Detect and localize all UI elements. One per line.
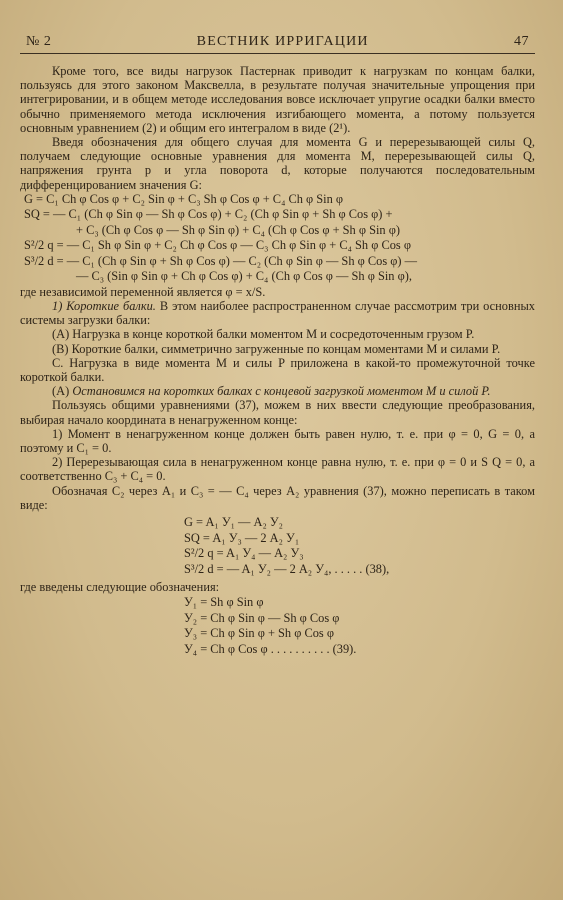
case-a-heading: Остановимся на коротких балках с концевой загрузкой моментом M и силой P. bbox=[72, 384, 491, 399]
case-a-description: (A) Нагрузка в конце короткой балки моментом M и сосредоточенным грузом P. bbox=[52, 327, 475, 342]
condition-2: 2) Перерезывающая сила в ненагруженном конце равна нулю, т. е. при φ = 0 и S Q = 0, а соответственно C₃ + C₄ = 0. bbox=[20, 455, 535, 484]
condition-1: 1) Момент в ненагруженном конце должен быть равен нулю, т. е. при φ = 0, G = 0, а поэтому и C₁ = 0. bbox=[20, 426, 535, 456]
equation-q: S²/2 q = — C₁ Sh φ Sin φ + C₂ Ch φ Cos φ — C₃ Ch φ Sin φ + C₄ Sh φ Cos φ bbox=[24, 238, 411, 253]
equation-g: G = C₁ Ch φ Cos φ + C₂ Sin φ + C₃ Sh φ Cos φ + C₄ Ch φ Sin φ bbox=[24, 191, 344, 206]
journal-title: ВЕСТНИК ИРРИГАЦИИ bbox=[196, 34, 369, 49]
equation-d-line-1: S³/2 d = — C₁ (Ch φ Sin φ + Sh φ Cos φ) — C₂ (Ch φ Sin φ — Sh φ Cos φ) — bbox=[24, 253, 418, 268]
system-equation-g: G = A₁ У₁ — A₂ У₂ bbox=[184, 515, 283, 530]
page-header bbox=[20, 34, 535, 54]
case-c-description: C. Нагрузка в виде момента M и силы P приложена в какой-то промежуточной точке короткой балки. bbox=[20, 355, 535, 385]
equation-d-line-2: — C₃ (Sin φ Sin φ + Ch φ Cos φ) + C₄ (Ch φ Cos φ — Sh φ Sin φ), bbox=[76, 269, 412, 284]
short-beams-paragraph bbox=[20, 299, 535, 327]
rewrite-paragraph: Обозначая C₂ через A₁ и C₃ = — C₄ через A₂ уравнения (37), можно переписать в таком виде: bbox=[20, 483, 535, 512]
definition-y3: У₃ = Ch φ Sin φ + Sh φ Cos φ bbox=[184, 626, 335, 641]
equation-sq-line-2: + C₃ (Ch φ Cos φ — Sh φ Sin φ) + C₄ (Ch φ Cos φ + Sh φ Sin φ) bbox=[76, 222, 401, 237]
issue-number: № 2 bbox=[26, 34, 52, 49]
independent-variable-line: где независимой переменной является φ = x/S. bbox=[20, 284, 266, 299]
short-beams-text: В этом наиболее распространенном случае рассмотрим три основных системы загрузки балки: bbox=[20, 299, 536, 328]
case-a-heading-paragraph bbox=[20, 384, 535, 398]
where-paragraph: где введены следующие обозначения: bbox=[20, 580, 220, 595]
system-equation-d: S³/2 d = — A₁ У₂ — 2 A₂ У₄, . . . . . (38), bbox=[184, 561, 390, 576]
case-b-description: (B) Короткие балки, симметрично загруженные по концам моментами M и силами P. bbox=[52, 341, 501, 356]
page-body bbox=[20, 64, 535, 657]
definition-y2: У₂ = Ch φ Sin φ — Sh φ Cos φ bbox=[184, 610, 340, 625]
definition-y4: У₄ = Ch φ Cos φ . . . . . . . . . . (39). bbox=[184, 641, 357, 656]
short-beams-title: 1) Короткие балки. bbox=[52, 299, 156, 314]
intro-paragraph: Кроме того, все виды нагрузок Пастернак приводит к нагрузкам по концам балки, пользуясь для этого законом Максвелла, в результате получая значительные упрощения при интегрировании, и в общем методе исследования вовсе исключает упругие осадки балки вместо обычно применяемого метода исключения изгибающего момента, а потому пользуется основным уравнением (2) и общим его интегралом в виде (2¹). bbox=[20, 64, 535, 135]
notation-paragraph: Введя обозначения для общего случая для момента G и перерезывающей силы Q, получаем следующие основные уравнения для момента M, перерезывающей силы Q, напряжения грунта p и угла поворота d, которые получаются последовательным дифференцированием значения G: bbox=[20, 135, 535, 192]
case-a-label: (A) bbox=[52, 384, 70, 399]
system-equation-q: S²/2 q = A₁ У₄ — A₂ У₃ bbox=[184, 546, 304, 561]
system-equation-sq: SQ = A₁ У₃ — 2 A₂ У₁ bbox=[184, 530, 300, 545]
page-number: 47 bbox=[514, 34, 529, 49]
definition-y1: У₁ = Sh φ Sin φ bbox=[184, 595, 264, 610]
equation-sq-line-1: SQ = — C₁ (Ch φ Sin φ — Sh φ Cos φ) + C₂ (Ch φ Sin φ + Sh φ Cos φ) + bbox=[24, 207, 393, 222]
general-equations-paragraph: Пользуясь общими уравнениями (37), можем в них ввести следующие преобразования, выбирая начало координата в ненагруженном конце: bbox=[20, 398, 535, 427]
